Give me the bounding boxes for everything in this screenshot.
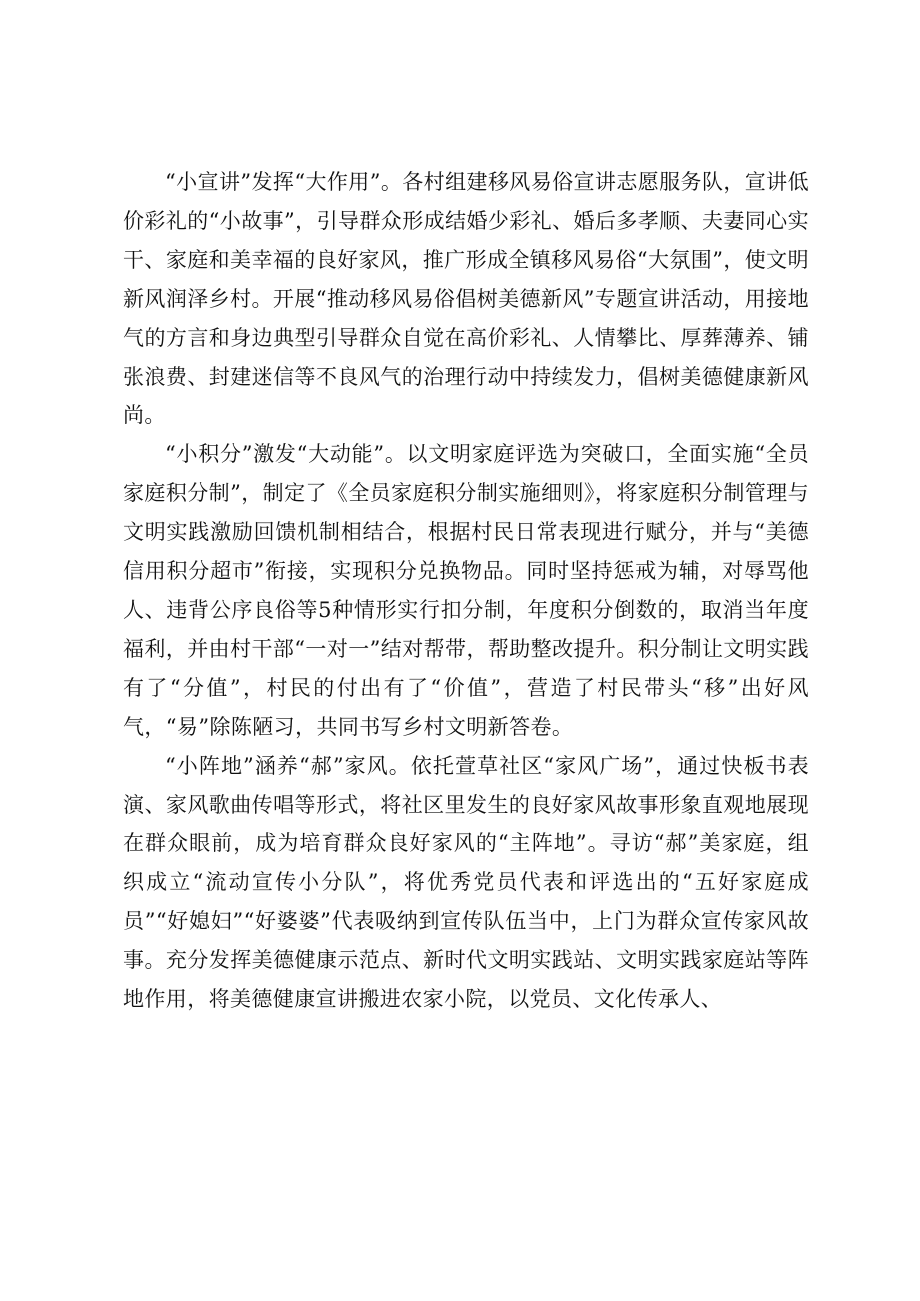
document-body — [123, 163, 809, 1019]
paragraph-small-position: “小阵地”涵养“郝”家风。依托萱草社区“家风广场”，通过快板书表演、家风歌曲传唱等形式，将社区里发生的良好家风故事形象直观地展现在群众眼前，成为培育群众良好家风的“主阵地”。寻访“郝”美家庭，组织成立“流动宣传小分队”，将优秀党员代表和评选出的“五好家庭成员”“好媳妇”“好婆婆”代表吸纳到宣传队伍当中，上门为群众宣传家风故事。充分发挥美德健康示范点、新时代文明实践站、文明实践家庭站等阵地作用，将美德健康宣讲搬进农家小院，以党员、文化传承人、 — [123, 753, 809, 1012]
paragraph-small-points: “小积分”激发“大动能”。以文明家庭评选为突破口，全面实施“全员家庭积分制”，制定了《全员家庭积分制实施细则》，将家庭积分制管理与文明实践激励回馈机制相结合，根据村民日常表现进行赋分，并与“美德信用积分超市”衔接，实现积分兑换物品。同时坚持惩戒为辅，对辱骂他人、违背公序良俗等5种情形实行扣分制，年度积分倒数的，取消当年度福利，并由村干部“一对一”结对帮带，帮助整改提升。积分制让文明实践有了“分值”，村民的付出有了“价值”，营造了村民带头“移”出好风气，“易”除陈陋习，共同书写乡村文明新答卷。 — [123, 442, 809, 739]
paragraph-small-publicity: “小宣讲”发挥“大作用”。各村组建移风易俗宣讲志愿服务队，宣讲低价彩礼的“小故事”，引导群众形成结婚少彩礼、婚后多孝顺、夫妻同心实干、家庭和美幸福的良好家风，推广形成全镇移风易俗“大氛围”，使文明新风润泽乡村。开展“推动移风易俗倡树美德新风”专题宣讲活动，用接地气的方言和身边典型引导群众自觉在高价彩礼、人情攀比、厚葬薄养、铺张浪费、封建迷信等不良风气的治理行动中持续发力，倡树美德健康新风尚。 — [123, 170, 809, 428]
